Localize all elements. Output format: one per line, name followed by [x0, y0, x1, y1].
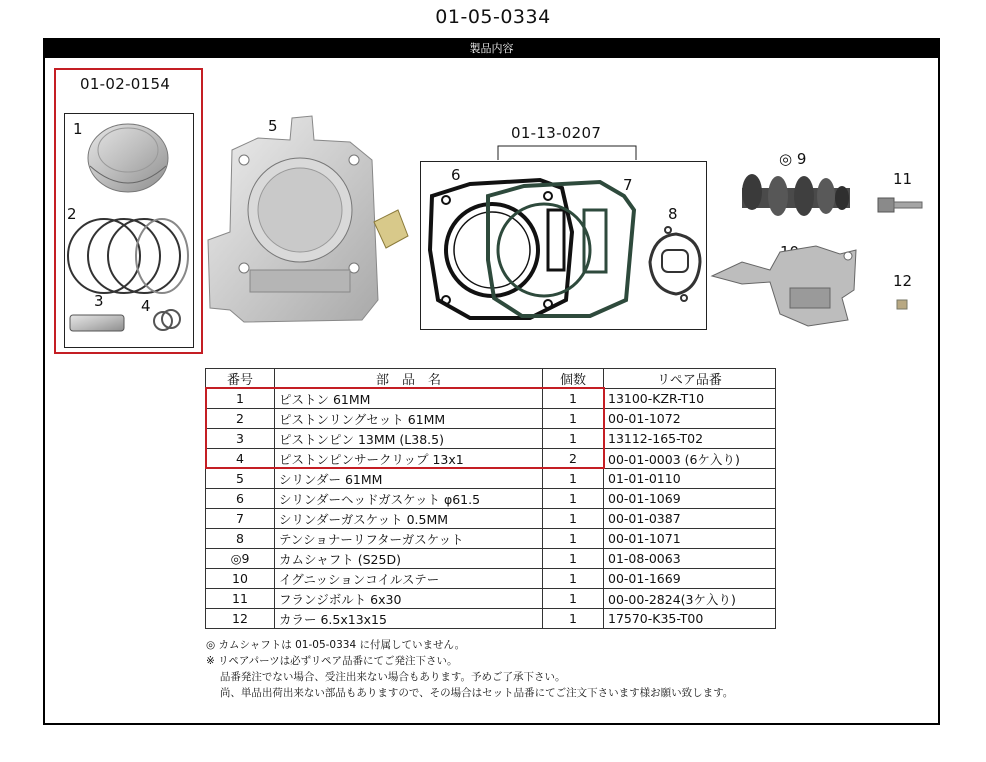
row-number: 6 — [206, 489, 275, 509]
table-row — [206, 609, 776, 629]
flange-bolt-image — [878, 198, 922, 212]
row-quantity: 1 — [543, 529, 604, 549]
callout-1: 1 — [73, 120, 83, 138]
table-row — [206, 589, 776, 609]
row-part-name: ピストンリングセット 61MM — [275, 409, 543, 429]
row-part-name: シリンダーヘッドガスケット φ61.5 — [275, 489, 543, 509]
row-repair-number: 01-08-0063 — [604, 549, 776, 569]
row-repair-number: 00-01-1071 — [604, 529, 776, 549]
cylinder-gasket-image — [488, 182, 634, 316]
row-repair-number: 00-00-2824(3ケ入り) — [604, 589, 776, 609]
table-row — [206, 509, 776, 529]
row-repair-number: 00-01-1069 — [604, 489, 776, 509]
row-part-name: カラー 6.5x13x15 — [275, 609, 543, 629]
row-number: 1 — [206, 389, 275, 409]
row-repair-number: 17570-K35-T00 — [604, 609, 776, 629]
row-number: 12 — [206, 609, 275, 629]
row-quantity: 1 — [543, 469, 604, 489]
row-quantity: 1 — [543, 429, 604, 449]
header-quantity: 個数 — [543, 369, 604, 389]
row-quantity: 1 — [543, 389, 604, 409]
row-number: ◎9 — [206, 549, 275, 569]
row-number: 7 — [206, 509, 275, 529]
header-number: 番号 — [206, 369, 275, 389]
row-quantity: 1 — [543, 569, 604, 589]
row-part-name: フランジボルト 6x30 — [275, 589, 543, 609]
row-quantity: 1 — [543, 549, 604, 569]
row-part-name: シリンダーガスケット 0.5MM — [275, 509, 543, 529]
row-number: 8 — [206, 529, 275, 549]
callout-7: 7 — [623, 176, 633, 194]
row-repair-number: 00-01-1072 — [604, 409, 776, 429]
row-quantity: 1 — [543, 509, 604, 529]
row-number: 11 — [206, 589, 275, 609]
table-row — [206, 429, 776, 449]
callout-3: 3 — [94, 292, 104, 310]
collar-image — [897, 300, 907, 309]
row-quantity: 1 — [543, 409, 604, 429]
coil-stay-image — [712, 246, 856, 326]
piston-rings-image — [68, 219, 188, 293]
table-row — [206, 529, 776, 549]
row-part-name: テンショナーリフターガスケット — [275, 529, 543, 549]
row-repair-number: 00-01-1669 — [604, 569, 776, 589]
frame-header: 製品内容 — [45, 40, 938, 58]
callout-6: 6 — [451, 166, 461, 184]
row-repair-number: 00-01-0387 — [604, 509, 776, 529]
row-repair-number: 13100-KZR-T10 — [604, 389, 776, 409]
parts-table — [205, 368, 776, 629]
row-quantity: 1 — [543, 589, 604, 609]
note-order-warning: 品番発注でない場合、受注出来ない場合もあります。予めご了承下さい。 — [206, 671, 566, 683]
callout-8: 8 — [668, 205, 678, 223]
row-part-name: シリンダー 61MM — [275, 469, 543, 489]
row-number: 2 — [206, 409, 275, 429]
gasket-kit-code: 01-13-0207 — [511, 124, 602, 142]
note-set-order: 尚、単品出荷出来ない部品もありますので、その場合はセット品番にてご注文下さいます様お願い致します。 — [206, 687, 734, 699]
table-row — [206, 489, 776, 509]
note-repair-parts: ※ リペアパーツは必ずリペア品番にてご発注下さい。 — [206, 655, 458, 667]
cylinder-image — [208, 116, 408, 322]
table-row — [206, 409, 776, 429]
row-number: 3 — [206, 429, 275, 449]
head-gasket-image — [430, 180, 572, 318]
callout-9: ◎ 9 — [779, 150, 807, 168]
camshaft-image — [742, 174, 850, 216]
callout-4: 4 — [141, 297, 151, 315]
row-part-name: カムシャフト (S25D) — [275, 549, 543, 569]
row-repair-number: 13112-165-T02 — [604, 429, 776, 449]
table-row — [206, 449, 776, 469]
table-row — [206, 389, 776, 409]
row-number: 5 — [206, 469, 275, 489]
table-row — [206, 569, 776, 589]
tensioner-gasket-image — [650, 227, 700, 301]
notes — [206, 637, 733, 701]
row-repair-number: 01-01-0110 — [604, 469, 776, 489]
piston-image — [88, 124, 168, 192]
row-number: 10 — [206, 569, 275, 589]
callout-11: 11 — [893, 170, 913, 188]
row-quantity: 1 — [543, 489, 604, 509]
row-part-name: ピストンピンサークリップ 13x1 — [275, 449, 543, 469]
table-header-row — [206, 369, 776, 389]
row-part-name: イグニッションコイルステー — [275, 569, 543, 589]
callout-2: 2 — [67, 205, 77, 223]
table-row — [206, 549, 776, 569]
piston-pin-image — [70, 315, 124, 331]
callout-5: 5 — [268, 117, 278, 135]
row-quantity: 2 — [543, 449, 604, 469]
header-part-name: 部 品 名 — [275, 369, 543, 389]
row-quantity: 1 — [543, 609, 604, 629]
circlips-image — [154, 310, 180, 330]
row-part-name: ピストン 61MM — [275, 389, 543, 409]
callout-12: 12 — [893, 272, 913, 290]
document-title: 01-05-0334 — [435, 6, 551, 28]
table-row — [206, 469, 776, 489]
row-part-name: ピストンピン 13MM (L38.5) — [275, 429, 543, 449]
piston-kit-code: 01-02-0154 — [80, 75, 171, 93]
row-number: 4 — [206, 449, 275, 469]
header-repair-number: リペア品番 — [604, 369, 776, 389]
row-repair-number: 00-01-0003 (6ケ入り) — [604, 449, 776, 469]
note-camshaft: ◎ カムシャフトは 01-05-0334 に付属していません。 — [206, 639, 466, 651]
